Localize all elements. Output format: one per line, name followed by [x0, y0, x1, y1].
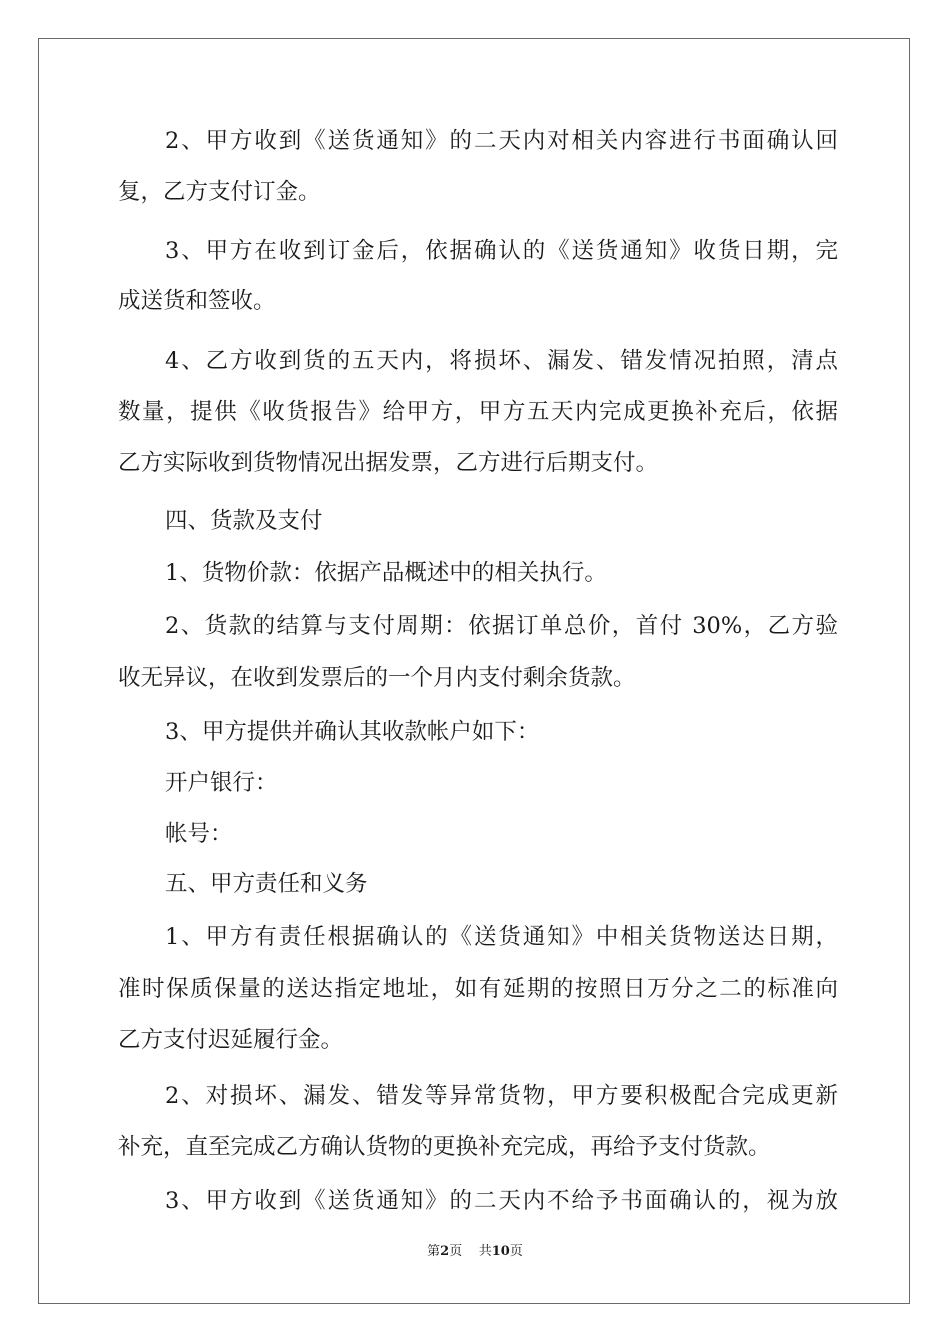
account-number-label: 帐号： — [165, 821, 233, 847]
section-heading: 四、货款及支付 — [165, 508, 323, 534]
section-heading: 五、甲方责任和义务 — [165, 871, 368, 897]
paragraph-line: 收无异议，在收到发票后的一个月内支付剩余货款。 — [118, 665, 636, 691]
paragraph-line: 乙方支付迟延履行金。 — [118, 1027, 344, 1053]
page-footer — [0, 1243, 950, 1261]
paragraph-line: 1、货物价款：依据产品概述中的相关执行。 — [165, 560, 607, 586]
paragraph-line: 3、甲方在收到订金后，依据确认的《送货通知》收货日期，完 — [165, 238, 838, 264]
paragraph-line: 3、甲方提供并确认其收款帐户如下： — [165, 719, 540, 745]
bank-name-label: 开户银行： — [165, 770, 278, 796]
page-number: 第2页 — [427, 1244, 463, 1259]
page-total: 共10页 — [478, 1244, 523, 1259]
paragraph-line: 2、货款的结算与支付周期：依据订单总价，首付 30%，乙方验 — [165, 613, 838, 639]
paragraph-line: 补充，直至完成乙方确认货物的更换补充完成，再给予支付货款。 — [118, 1134, 771, 1160]
paragraph-line: 数量，提供《收货报告》给甲方，甲方五天内完成更换补充后，依据 — [118, 399, 838, 425]
paragraph-line: 2、甲方收到《送货通知》的二天内对相关内容进行书面确认回 — [165, 128, 838, 154]
paragraph-line: 复，乙方支付订金。 — [118, 179, 321, 205]
paragraph-line: 准时保质保量的送达指定地址，如有延期的按照日万分之二的标准向 — [118, 976, 838, 1002]
paragraph-line: 1、甲方有责任根据确认的《送货通知》中相关货物送达日期， — [165, 924, 838, 950]
paragraph-line: 3、甲方收到《送货通知》的二天内不给予书面确认的，视为放 — [165, 1188, 838, 1214]
paragraph-line: 成送货和签收。 — [118, 288, 276, 314]
paragraph-line: 4、乙方收到货的五天内，将损坏、漏发、错发情况拍照，清点 — [165, 348, 838, 374]
paragraph-line: 乙方实际收到货物情况出据发票，乙方进行后期支付。 — [118, 450, 659, 476]
paragraph-line: 2、对损坏、漏发、错发等异常货物，甲方要积极配合完成更新 — [165, 1083, 838, 1109]
